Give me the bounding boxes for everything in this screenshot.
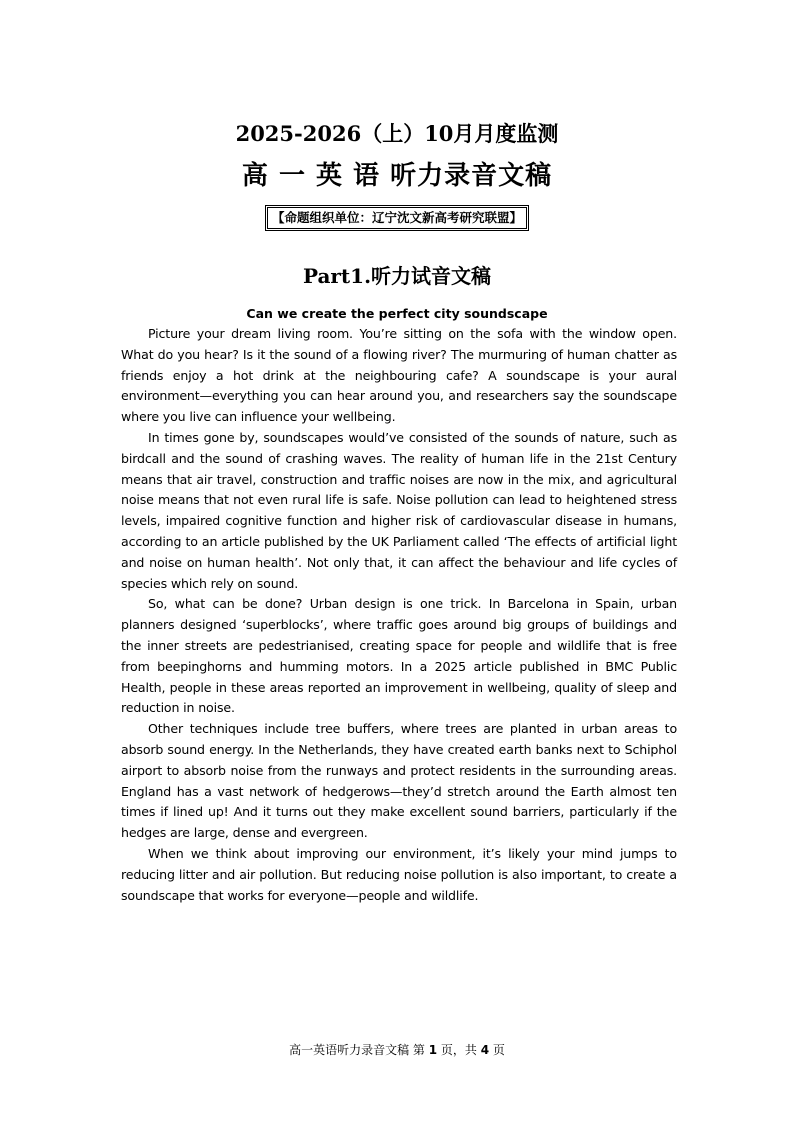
page-footer — [0, 1042, 794, 1058]
paragraph: When we think about improving our environment, it’s likely your mind jumps to reducing litter and air pollution. But reducing noise pollution is also important, to create a soundscape that works for everyone—people and wildlife. — [121, 845, 677, 903]
footer-middle: 页，共 — [437, 1043, 481, 1057]
footer-prefix: 高一英语听力录音文稿 第 — [289, 1043, 429, 1057]
paragraph: Picture your dream living room. You’re sitting on the sofa with the window open. What do you hear? Is it the sound of a flowing river? The murmuring of human chatter as friends enjoy a hot drink at the neighbouring cafe? A soundscape is your aural environment—everything you can hear around you, and researchers say the soundscape where you live can influence your wellbeing. — [121, 326, 677, 425]
organizer-label: 【命题组织单位：辽宁沈文新高考研究联盟】 — [267, 207, 527, 229]
footer-current-page: 1 — [428, 1043, 438, 1057]
part-title: Part1.听力试音文稿 — [302, 264, 492, 288]
subject-title: 高 一 英 语 听力录音文稿 — [241, 161, 553, 191]
transcript-body — [121, 324, 677, 906]
footer-suffix: 页 — [489, 1043, 505, 1057]
paragraph: So, what can be done? Urban design is one trick. In Barcelona in Spain, urban planners designed ‘superblocks’, where traffic goes around big groups of buildings and the inner streets are pedestrianised, creating space for people and wildlife that is free from beepinghorns and humming motors. In a 2025 article published in BMC Public Health, people in these areas reported an improvement in wellbeing, quality of sleep and reduction in noise. — [121, 596, 677, 716]
exam-title: 2025-2026（上）10月月度监测 — [235, 121, 559, 146]
paragraph: In times gone by, soundscapes would’ve consisted of the sounds of nature, such as birdcall and the sound of crashing waves. The reality of human life in the 21st Century means that air travel, construction and traffic noises are now in the mix, and agricultural noise means that not even rural life is safe. Noise pollution can lead to heightened stress levels, impaired cognitive function and higher risk of cardiovascular disease in humans, according to an article published by the UK Parliament called ‘The effects of artificial light and noise on human health’. Not only that, it can affect the behaviour and life cycles of species which rely on sound. — [121, 429, 677, 591]
footer-total-pages: 4 — [480, 1043, 490, 1057]
article-title: Can we create the perfect city soundscape — [246, 306, 548, 321]
organizer-box-wrapper — [0, 207, 794, 229]
paragraph: Other techniques include tree buffers, where trees are planted in urban areas to absorb sound energy. In the Netherlands, they have created earth banks next to Schiphol airport to absorb noise from the runways and protect residents in the surrounding areas. England has a vast network of hedgerows—they’d stretch around the Earth almost ten times if lined up! And it turns out they make excellent sound barriers, particularly if the hedges are large, dense and evergreen. — [121, 721, 677, 841]
